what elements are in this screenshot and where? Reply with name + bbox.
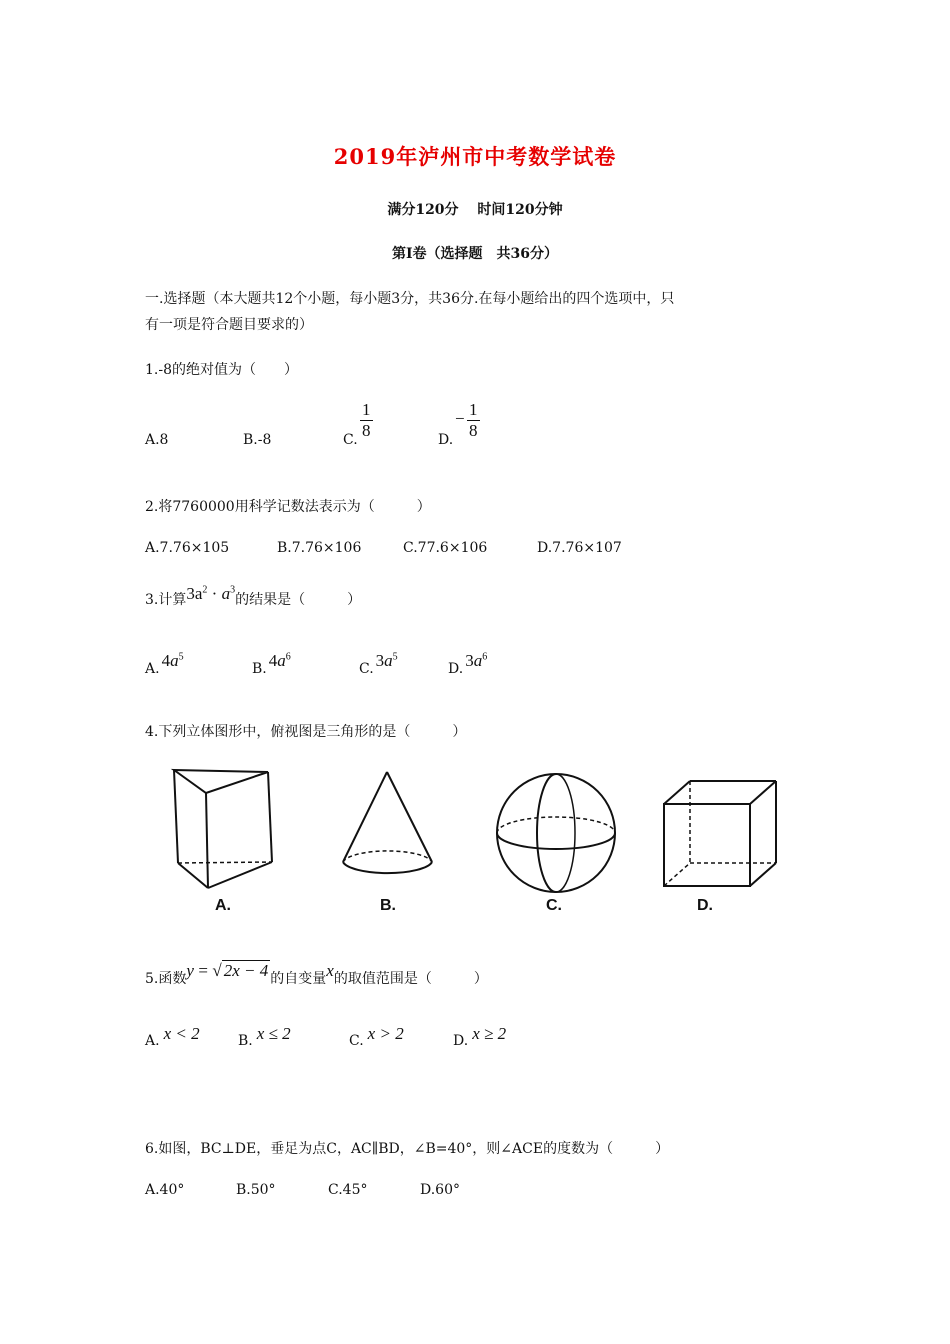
var: a (384, 651, 393, 670)
var: a (473, 651, 483, 670)
option-expression: x ≤ 2 (256, 1024, 291, 1043)
q1-option-d-sign: − (455, 409, 465, 428)
q5-option-d (453, 1024, 507, 1050)
equals-sign: = (198, 961, 208, 980)
coef: 4 (161, 651, 171, 670)
q1-option-d-fraction (467, 400, 480, 441)
figure-label-d: D. (697, 897, 713, 914)
var-x: x (326, 961, 334, 980)
q1-option-d-label: D. (438, 432, 454, 448)
q1-option-c-fraction (360, 400, 373, 441)
option-expression: x > 2 (367, 1024, 404, 1043)
coef: 4 (268, 651, 278, 670)
q3-option-a (145, 651, 184, 678)
q3-option-b (252, 651, 291, 678)
figure-label-c: C. (546, 897, 562, 914)
q3-stem-prefix: 3.计算 (145, 592, 187, 608)
option-expression (376, 651, 398, 670)
q1-option-a: A.8 (145, 432, 169, 448)
q3-stem (145, 584, 362, 609)
q6-option-b: B.50° (236, 1182, 276, 1198)
var: a (277, 651, 286, 670)
q3-option-d (448, 651, 488, 678)
section-heading: 第Ⅰ卷（选择题 共36分） (391, 246, 559, 262)
q3-expression (186, 584, 235, 603)
var: a (170, 651, 179, 670)
sqrt-sign-icon: √ (212, 961, 222, 980)
page-title: 2019年泸州市中考数学试卷 (333, 144, 617, 169)
coef: 3 (375, 651, 385, 670)
q5-option-c (349, 1024, 404, 1050)
q5-function-expression (186, 961, 270, 980)
q1-option-b: B.-8 (243, 432, 272, 448)
figure-label-a: A. (215, 897, 231, 914)
coef: 3 (465, 651, 474, 670)
option-label: B. (238, 1033, 253, 1049)
q2-stem: 2.将7760000用科学记数法表示为（ ） (145, 499, 431, 515)
q3-stem-suffix: 的结果是（ ） (235, 592, 362, 608)
q6-stem: 6.如图，BC⊥DE，垂足为点C，AC∥BD，∠B=40°，则∠ACE的度数为（ ） (145, 1141, 670, 1157)
q2-option-c: C.77.6×106 (403, 540, 488, 556)
q4-stem: 4.下列立体图形中，俯视图是三角形的是（ ） (145, 724, 467, 740)
cube-figure (664, 781, 776, 886)
q5-option-b (238, 1024, 291, 1050)
q2-option-b: B.7.76×106 (277, 540, 362, 556)
option-label: C. (349, 1033, 364, 1049)
q1-option-c-label: C. (343, 432, 358, 448)
fraction-numerator: 1 (362, 400, 371, 419)
exponent: 6 (285, 651, 291, 663)
figure-label-b: B. (380, 897, 396, 914)
option-label: C. (359, 661, 374, 677)
exam-meta: 满分120分 时间120分钟 (387, 202, 563, 218)
q5-stem-middle: 的自变量 (270, 971, 327, 987)
triangular-prism-figure (174, 770, 272, 888)
expr-base: 3a (186, 584, 203, 603)
q6-option-a: A.40° (145, 1182, 185, 1198)
q6-option-d: D.60° (420, 1182, 460, 1198)
option-expression: x < 2 (163, 1024, 200, 1043)
exponent: 5 (392, 651, 398, 663)
q6-option-c: C.45° (328, 1182, 368, 1198)
q5-stem (145, 961, 488, 988)
fraction-denominator: 8 (469, 421, 478, 440)
exponent: 6 (482, 651, 488, 663)
option-expression (162, 651, 184, 670)
q1-stem: 1.-8的绝对值为（ ） (145, 362, 298, 378)
q5-stem-suffix: 的取值范围是（ ） (333, 971, 488, 987)
exponent: 5 (178, 651, 184, 663)
option-label: A. (145, 1033, 160, 1049)
q5-stem-prefix: 5.函数 (145, 971, 187, 987)
option-label: D. (448, 661, 464, 677)
expr-dot: · (211, 584, 218, 603)
sphere-figure (497, 774, 615, 892)
expr-var: a (221, 584, 231, 603)
option-expression (269, 651, 291, 670)
option-expression: x ≥ 2 (472, 1024, 507, 1043)
option-label: A. (145, 661, 160, 677)
q5-option-a (145, 1024, 200, 1050)
expr-exponent: 2 (202, 584, 208, 596)
instructions-line-2: 有一项是符合题目要求的） (145, 317, 313, 333)
option-label: B. (252, 661, 267, 677)
q3-option-c (359, 651, 398, 678)
radicand: 2x − 4 (223, 961, 269, 980)
var-y: y (186, 961, 194, 980)
q2-option-a: A.7.76×105 (145, 540, 230, 556)
fraction-numerator: 1 (469, 400, 478, 419)
instructions-line-1: 一.选择题（本大题共12个小题，每小题3分，共36分.在每小题给出的四个选项中，只 (145, 291, 675, 307)
expr-exponent: 3 (230, 584, 236, 596)
option-expression (465, 651, 487, 670)
q2-option-d: D.7.76×107 (537, 540, 622, 556)
cone-figure (343, 772, 432, 873)
fraction-denominator: 8 (362, 421, 371, 440)
option-label: D. (453, 1033, 469, 1049)
